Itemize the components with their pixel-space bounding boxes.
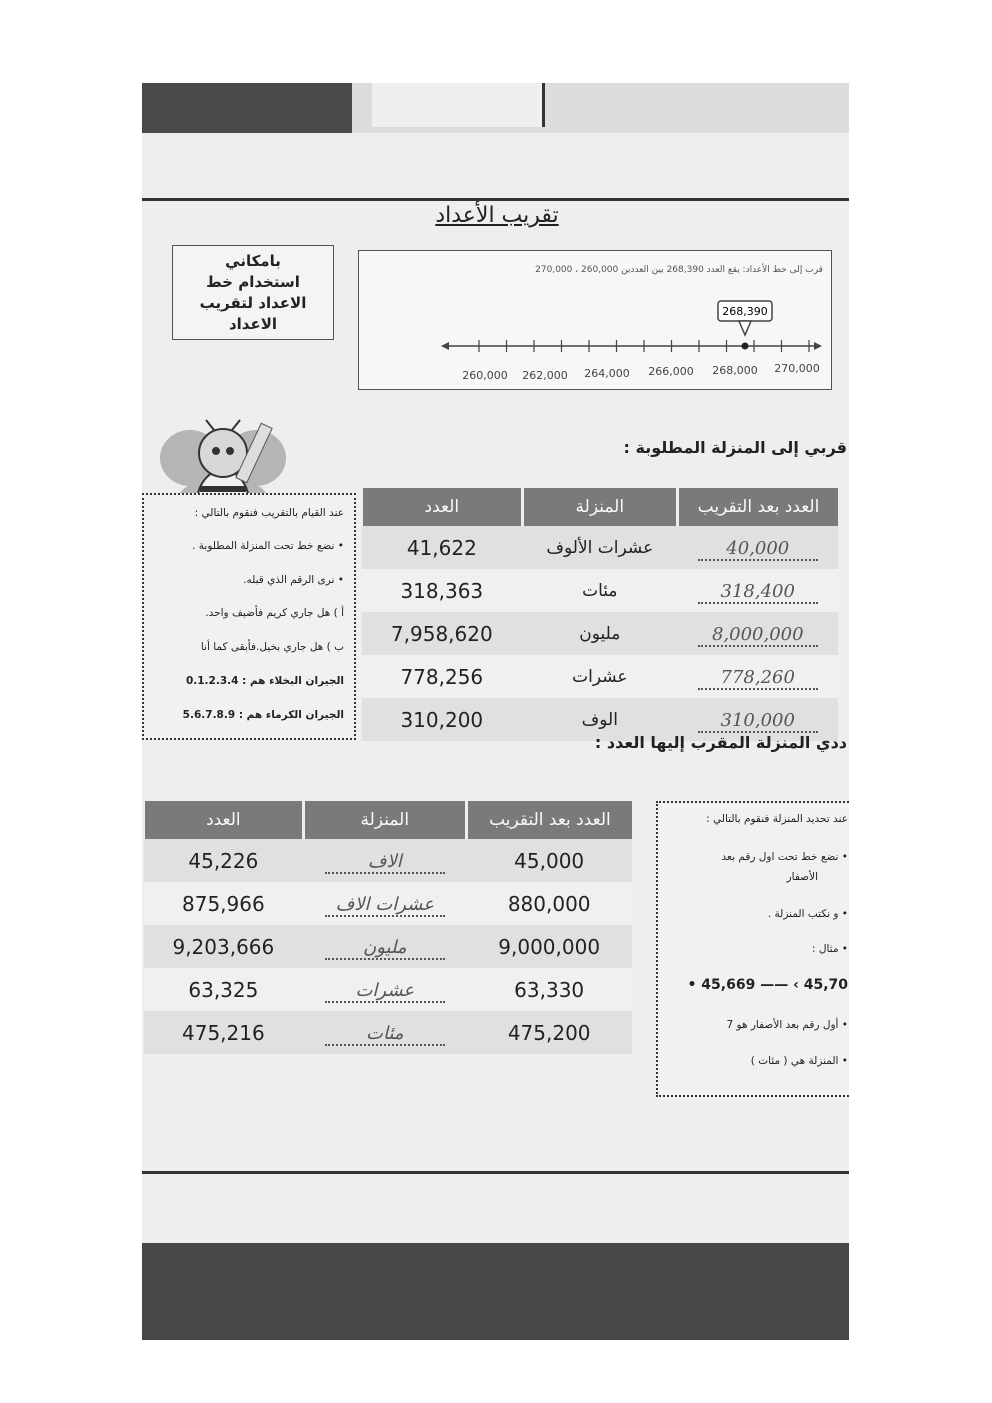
note-line: • مثال :: [811, 943, 848, 955]
number-cell: 9,203,666: [144, 925, 304, 968]
note-line: الأصفار: [786, 871, 818, 883]
photo-frame: [142, 83, 849, 1340]
number-cell: 7,958,620: [362, 612, 523, 655]
note-line: عند القيام بالتقريب فنقوم بالتالي :: [194, 507, 344, 519]
answer-cell[interactable]: مليون: [303, 925, 466, 968]
note-line: • نضع خط تحت اول رقم بعد: [721, 851, 848, 863]
tick-label: 262,000: [522, 369, 568, 382]
section2-heading: ددي المنزلة المقرب إليها العدد :: [594, 733, 847, 752]
answer-cell[interactable]: عشرات: [303, 968, 466, 1011]
place-cell: مئات: [522, 569, 677, 612]
intro-line: الاعداد لتقريب: [199, 294, 307, 312]
marker-dot: [742, 343, 749, 350]
note-line: • المنزلة هي ( مئات ): [750, 1055, 848, 1067]
note-line: أ ) هل جاري كريم فأضيف واحد.: [205, 607, 344, 619]
number-cell: 41,622: [362, 526, 523, 569]
rounded-cell: 475,200: [466, 1011, 632, 1054]
note-line: عند تحديد المنزلة فنقوم بالتالي :: [706, 813, 848, 825]
answer-cell[interactable]: 8,000,000: [678, 612, 839, 655]
tick-label: 270,000: [774, 362, 820, 375]
rounded-cell: 880,000: [466, 882, 632, 925]
answer-cell[interactable]: عشرات الاف: [303, 882, 466, 925]
note-line: • نضع خط تحت المنزلة المطلوبة .: [192, 540, 344, 552]
number-cell: 778,256: [362, 655, 523, 698]
table-row: [144, 1011, 633, 1054]
rounded-cell: 63,330: [466, 968, 632, 1011]
intro-line: الاعداد: [228, 315, 278, 333]
tick-label: 268,000: [712, 364, 758, 377]
table-row: [144, 925, 633, 968]
note-line: الجيران الكرماء هم : 5.6.7.8.9: [182, 709, 344, 721]
answer-cell[interactable]: 40,000: [678, 526, 839, 569]
answer-cell[interactable]: 310,000: [678, 698, 839, 741]
note-line: • أول رقم بعد الأصفار هو 7: [726, 1019, 848, 1031]
place-rules-note: [656, 801, 849, 1097]
place-cell: مليون: [522, 612, 677, 655]
answer-cell[interactable]: الاف: [303, 839, 466, 882]
table-row: [362, 655, 839, 698]
number-cell: 875,966: [144, 882, 304, 925]
answer-cell[interactable]: مئات: [303, 1011, 466, 1054]
number-line-caption: قرب إلى خط الأعداد: يقع العدد 268,390 بين العددين 260,000 ، 270,000: [535, 265, 823, 275]
table-header: المنزلة: [522, 488, 677, 526]
table-header: العدد: [362, 488, 523, 526]
table-row: [144, 882, 633, 925]
place-cell: الوف: [522, 698, 677, 741]
table-row: [144, 839, 633, 882]
table-header: العدد بعد التقريب: [466, 801, 632, 839]
rounding-rules-note: [142, 493, 356, 740]
table-row: [144, 968, 633, 1011]
tick-label: 264,000: [584, 367, 630, 380]
worksheet-title: تقريب الأعداد: [435, 203, 559, 228]
place-value-table: [142, 801, 632, 1054]
note-line: الجيران البخلاء هم : 0.1.2.3.4: [185, 675, 344, 687]
table-row: [362, 612, 839, 655]
background-surface: [142, 1243, 849, 1340]
number-cell: 475,216: [144, 1011, 304, 1054]
note-line: • نرى الرقم الذي قبله.: [243, 574, 344, 586]
rounded-cell: 9,000,000: [466, 925, 632, 968]
note-line: • 45,669 —— ‹ 45,70: [687, 977, 848, 993]
marker-pointer-icon: [739, 321, 751, 335]
table-header: العدد: [144, 801, 304, 839]
table-header: العدد بعد التقريب: [678, 488, 839, 526]
note-line: • و نكتب المنزلة .: [767, 908, 848, 920]
rounded-cell: 45,000: [466, 839, 632, 882]
marker-label: 268,390: [722, 305, 768, 318]
number-cell: 310,200: [362, 698, 523, 741]
intro-line: بامكاني: [225, 252, 281, 270]
place-cell: عشرات الألوف: [522, 526, 677, 569]
rounding-table: [360, 488, 838, 741]
table-row: [362, 569, 839, 612]
number-line-diagram: [359, 251, 831, 389]
note-line: ب ) هل جاري بخيل.فأبقى كما أنا: [200, 641, 344, 653]
background-paper-edge: [372, 83, 545, 127]
answer-cell[interactable]: 778,260: [678, 655, 839, 698]
place-cell: عشرات: [522, 655, 677, 698]
intro-box: [172, 245, 334, 340]
table-header: المنزلة: [303, 801, 466, 839]
worksheet-page: [142, 133, 849, 1243]
intro-line: استخدام خط: [206, 273, 300, 291]
number-line-box: [358, 250, 832, 390]
tick-label: 260,000: [462, 369, 508, 382]
number-cell: 63,325: [144, 968, 304, 1011]
section1-heading: قربي إلى المنزلة المطلوبة :: [623, 438, 847, 457]
tick-label: 266,000: [648, 365, 694, 378]
answer-cell[interactable]: 318,400: [678, 569, 839, 612]
table-row: [362, 526, 839, 569]
number-cell: 45,226: [144, 839, 304, 882]
number-cell: 318,363: [362, 569, 523, 612]
